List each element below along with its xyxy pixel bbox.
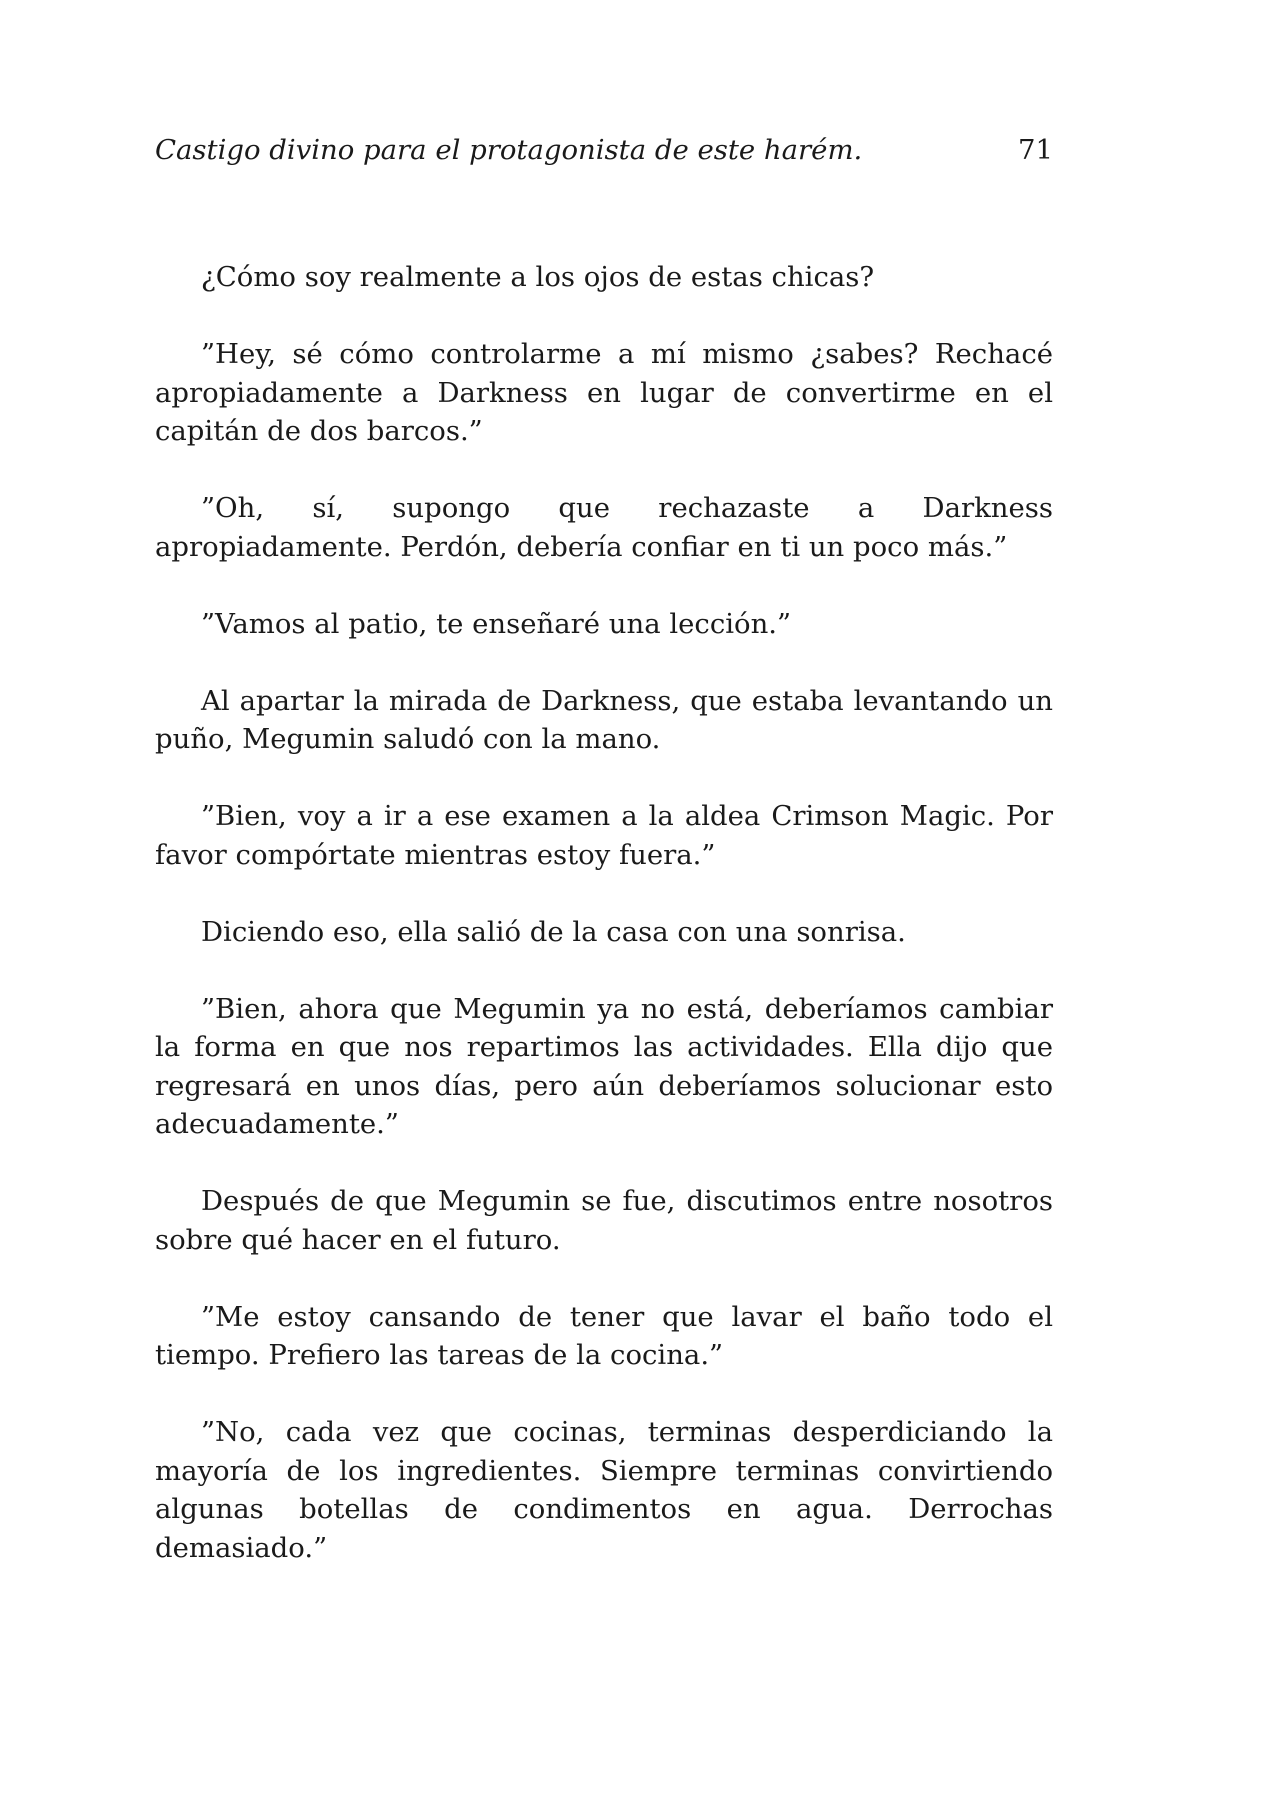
paragraph: ¿Cómo soy realmente a los ojos de estas chicas? [201, 261, 875, 293]
paragraph: ”Oh, sí, supongo que rechazaste a Darkness apropiadamente. Perdón, debería confiar en ti un poco más.” [155, 492, 1053, 563]
paragraph: ”Vamos al patio, te enseñaré una lección.” [201, 607, 792, 640]
paragraph: ”Me estoy cansando de tener que lavar el baño todo el tiempo. Prefiero las tareas de la cocina.” [155, 1300, 1053, 1371]
paragraph: ”Hey, sé cómo controlarme a mí mismo ¿sabes? Rechacé apropiadamente a Darkness en lugar de convertirme en el capitán de dos barcos.” [155, 338, 1053, 447]
paragraph: ”Bien, voy a ir a ese examen a la aldea Crimson Magic. Por favor compórtate mientras estoy fuera.” [155, 800, 1053, 871]
paragraph: Al apartar la mirada de Darkness, que estaba levantando un puño, Megumin saludó con la mano. [155, 684, 1053, 755]
paragraph: ”Bien, ahora que Megumin ya no está, deberíamos cambiar la forma en que nos repartimos las actividades. Ella dijo que regresará en unos días, pero aún deberíamos solucionar esto adecuadamente.” [155, 992, 1053, 1140]
paragraph: ”No, cada vez que cocinas, terminas desperdiciando la mayoría de los ingredientes. Siempre terminas convirtiendo algunas botellas de condimentos en agua. Derrochas demasiado.” [155, 1416, 1053, 1564]
running-header [155, 128, 1053, 172]
page-number: 71 [1018, 134, 1053, 166]
running-title: Castigo divino para el protagonista de este harém. [155, 134, 863, 166]
paragraph: Diciendo eso, ella salió de la casa con una sonrisa. [201, 915, 906, 948]
body-text [155, 258, 1053, 1606]
paragraph: Después de que Megumin se fue, discutimos entre nosotros sobre qué hacer en el futuro. [155, 1185, 1053, 1256]
